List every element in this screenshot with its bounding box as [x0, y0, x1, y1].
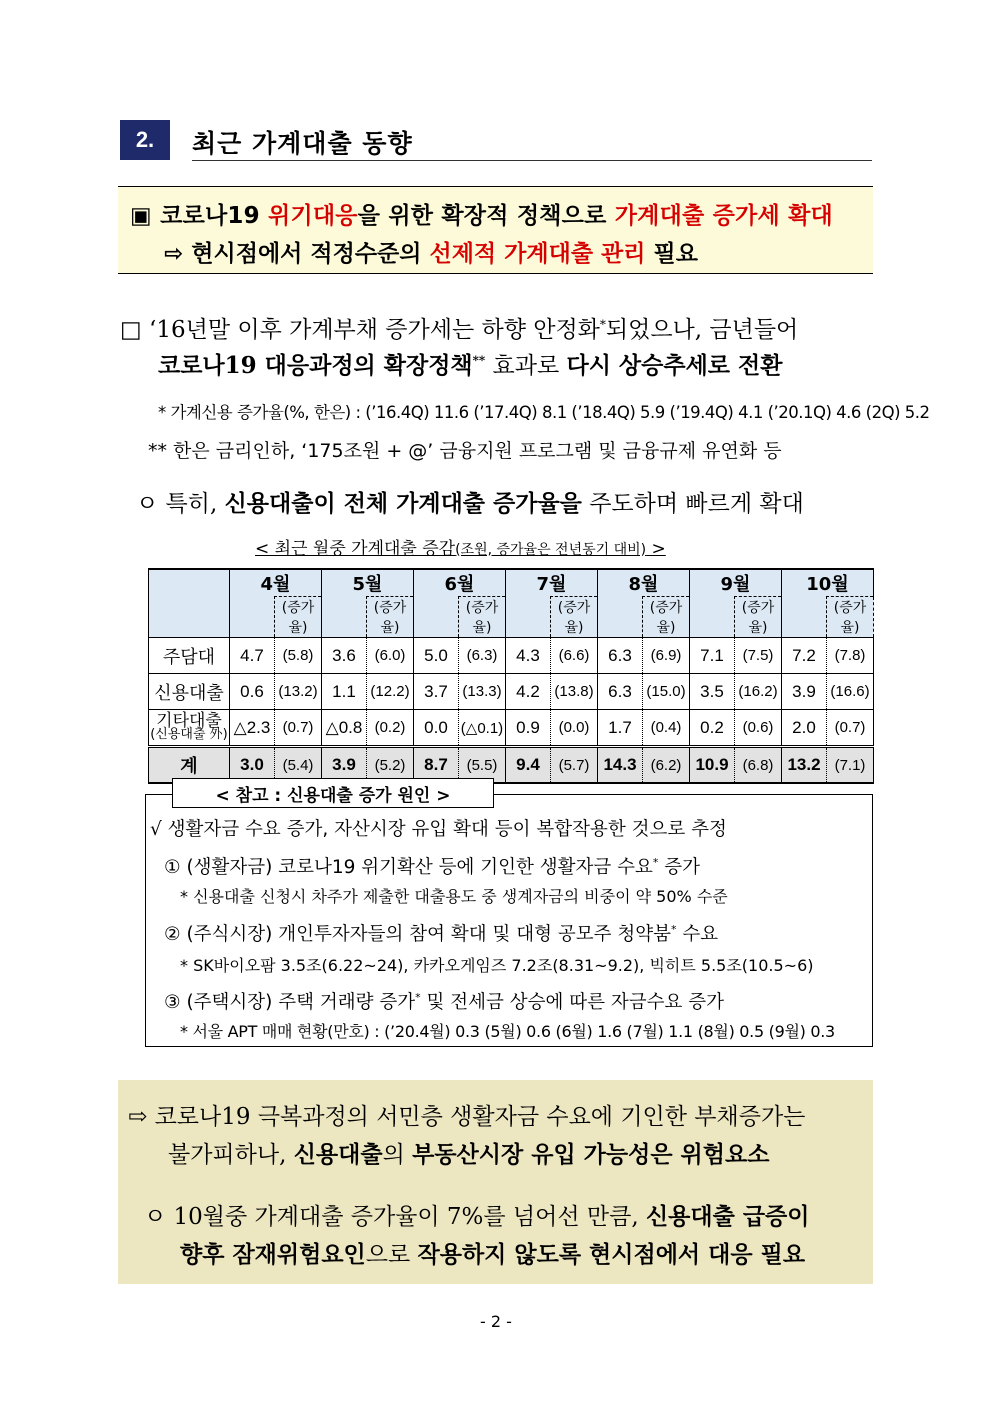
month-header: 9월 — [690, 569, 782, 597]
rate-cell: (6.2) — [643, 747, 690, 784]
rate-header: (증가율) — [643, 597, 690, 638]
rate-header: (증가율) — [551, 597, 598, 638]
table-row — [149, 710, 874, 747]
rate-cell: (7.5) — [735, 638, 782, 674]
month-header: 7월 — [506, 569, 598, 597]
table-row — [149, 638, 874, 674]
value-cell: 3.9 — [322, 747, 367, 784]
value-cell: 2.0 — [782, 710, 827, 747]
rate-cell: (5.4) — [275, 747, 322, 784]
rate-cell: (6.0) — [367, 638, 414, 674]
summary-line-2: ⇨ 현시점에서 적정수준의 선제적 가계대출 관리 필요 — [164, 241, 698, 267]
value-cell: 3.9 — [782, 674, 827, 710]
month-header: 10월 — [782, 569, 874, 597]
row-label: 기타대출 (신용대출 外) — [149, 710, 230, 747]
row-label: 계 — [149, 747, 230, 784]
reference-item-3-note: * 서울 APT 매매 현황(만호) : (’20.4월) 0.3 (5월) 0.6 (6월) 1.6 (7월) 1.1 (8월) 0.5 (9월) 0.3 — [180, 1022, 835, 1041]
section-rule — [192, 160, 872, 161]
loan-table — [148, 568, 874, 784]
value-cell: 3.0 — [230, 747, 275, 784]
arrow-right-icon: ⇨ — [164, 241, 184, 267]
reference-item-3: ③ (주택시장) 주택 거래량 증가* 및 전세금 상승에 따른 자금수요 증가 — [164, 990, 724, 1013]
summary-box — [118, 186, 873, 274]
rate-cell: (5.8) — [275, 638, 322, 674]
month-header: 4월 — [230, 569, 322, 597]
row-label: 신용대출 — [149, 674, 230, 710]
reference-box — [145, 794, 873, 1047]
footnote-2: ** 한은 금리인하, ‘175조원 + @’ 금융지원 프로그램 및 금융규제 유연화 등 — [148, 440, 782, 462]
square-bullet-icon: ▣ — [130, 203, 152, 229]
conclusion-box — [118, 1080, 873, 1284]
rate-cell: (6.3) — [459, 638, 506, 674]
table-caption: < 최근 월중 가계대출 증감(조원, 증가율은 전년동기 대비) > — [255, 539, 666, 559]
value-cell: 7.2 — [782, 638, 827, 674]
value-cell: 4.7 — [230, 638, 275, 674]
value-cell: 0.9 — [506, 710, 551, 747]
value-cell: 0.2 — [690, 710, 735, 747]
rate-cell: (7.1) — [827, 747, 874, 784]
rate-cell: (△0.1) — [459, 710, 506, 747]
value-cell: 8.7 — [414, 747, 459, 784]
value-cell: △2.3 — [230, 710, 275, 747]
month-header: 6월 — [414, 569, 506, 597]
value-cell: 5.0 — [414, 638, 459, 674]
value-cell: 0.0 — [414, 710, 459, 747]
value-cell: 10.9 — [690, 747, 735, 784]
value-cell: 4.3 — [506, 638, 551, 674]
rate-cell: (0.2) — [367, 710, 414, 747]
row-label: 주담대 — [149, 638, 230, 674]
rate-cell: (0.0) — [551, 710, 598, 747]
conclusion-line-2: 불가피하나, 신용대출의 부동산시장 유입 가능성은 위험요소 — [168, 1141, 770, 1168]
rate-header: (증가율) — [735, 597, 782, 638]
reference-item-1-note: * 신용대출 신청시 차주가 제출한 대출용도 중 생계자금의 비중이 약 50% 수준 — [180, 887, 728, 906]
reference-item-2: ② (주식시장) 개인투자자들의 참여 확대 및 대형 공모주 청약붐* 수요 — [164, 922, 719, 945]
rate-header: (증가율) — [367, 597, 414, 638]
value-cell: 1.1 — [322, 674, 367, 710]
rate-cell: (13.3) — [459, 674, 506, 710]
rate-header: (증가율) — [827, 597, 874, 638]
rate-cell: (0.7) — [827, 710, 874, 747]
reference-item-1: ① (생활자금) 코로나19 위기확산 등에 기인한 생활자금 수요* 증가 — [164, 855, 701, 878]
paragraph-1-line-2: 코로나19 대응과정의 확장정책** 효과로 다시 상승추세로 전환 — [158, 352, 783, 379]
rate-cell: (16.2) — [735, 674, 782, 710]
rate-header: (증가율) — [275, 597, 322, 638]
value-cell: 9.4 — [506, 747, 551, 784]
reference-title: < 참고 : 신용대출 증가 원인 > — [172, 778, 494, 808]
rate-cell: (5.5) — [459, 747, 506, 784]
rate-cell: (7.8) — [827, 638, 874, 674]
value-cell: 14.3 — [598, 747, 643, 784]
page-number: - 2 - — [480, 1312, 512, 1331]
rate-cell: (6.6) — [551, 638, 598, 674]
rate-cell: (13.2) — [275, 674, 322, 710]
paragraph-1-line-1: □ ‘16년말 이후 가계부채 증가세는 하향 안정화*되었으나, 금년들어 — [120, 317, 799, 343]
summary-line-1: ▣ 코로나19 위기대응을 위한 확장적 정책으로 가계대출 증가세 확대 — [130, 203, 833, 229]
section-title: 최근 가계대출 동향 — [192, 129, 413, 158]
rate-cell: (13.8) — [551, 674, 598, 710]
rate-cell: (0.6) — [735, 710, 782, 747]
table-header-months — [149, 569, 874, 597]
rate-cell: (6.8) — [735, 747, 782, 784]
rate-cell: (5.7) — [551, 747, 598, 784]
value-cell: 6.3 — [598, 674, 643, 710]
value-cell: △0.8 — [322, 710, 367, 747]
footnote-1: * 가계신용 증가율(%, 한은) : (’16.4Q) 11.6 (’17.4Q) 8.1 (’18.4Q) 5.9 (’19.4Q) 4.1 (’20.1Q) 4.6 (2Q) 5.2 — [158, 403, 930, 422]
table-header-rates — [149, 597, 874, 638]
value-cell: 13.2 — [782, 747, 827, 784]
conclusion-line-3: ㅇ 10월중 가계대출 증가율이 7%를 넘어선 만큼, 신용대출 급증이 — [144, 1203, 810, 1230]
conclusion-line-4: 향후 잠재위험요인으로 작용하지 않도록 현시점에서 대응 필요 — [180, 1241, 806, 1268]
rate-header: (증가율) — [459, 597, 506, 638]
value-cell: 7.1 — [690, 638, 735, 674]
rate-cell: (12.2) — [367, 674, 414, 710]
value-cell: 0.6 — [230, 674, 275, 710]
value-cell: 3.7 — [414, 674, 459, 710]
conclusion-line-1: ⇨ 코로나19 극복과정의 서민층 생활자금 수요에 기인한 부채증가는 — [128, 1104, 806, 1130]
rate-cell: (16.6) — [827, 674, 874, 710]
reference-intro: √ 생활자금 수요 증가, 자산시장 유입 확대 등이 복합작용한 것으로 추정 — [150, 819, 727, 840]
paragraph-2: ㅇ 특히, 신용대출이 전체 가계대출 증가율을 주도하며 빠르게 확대 — [136, 490, 804, 517]
rate-cell: (0.7) — [275, 710, 322, 747]
value-cell: 6.3 — [598, 638, 643, 674]
rate-cell: (15.0) — [643, 674, 690, 710]
value-cell: 4.2 — [506, 674, 551, 710]
rate-cell: (6.9) — [643, 638, 690, 674]
reference-item-2-note: * SK바이오팜 3.5조(6.22~24), 카카오게임즈 7.2조(8.31~9.2), 빅히트 5.5조(10.5~6) — [180, 956, 814, 975]
rate-cell: (0.4) — [643, 710, 690, 747]
value-cell: 1.7 — [598, 710, 643, 747]
month-header: 5월 — [322, 569, 414, 597]
value-cell: 3.5 — [690, 674, 735, 710]
month-header: 8월 — [598, 569, 690, 597]
section-number: 2. — [120, 120, 170, 160]
value-cell: 3.6 — [322, 638, 367, 674]
rate-cell: (5.2) — [367, 747, 414, 784]
table-row — [149, 674, 874, 710]
